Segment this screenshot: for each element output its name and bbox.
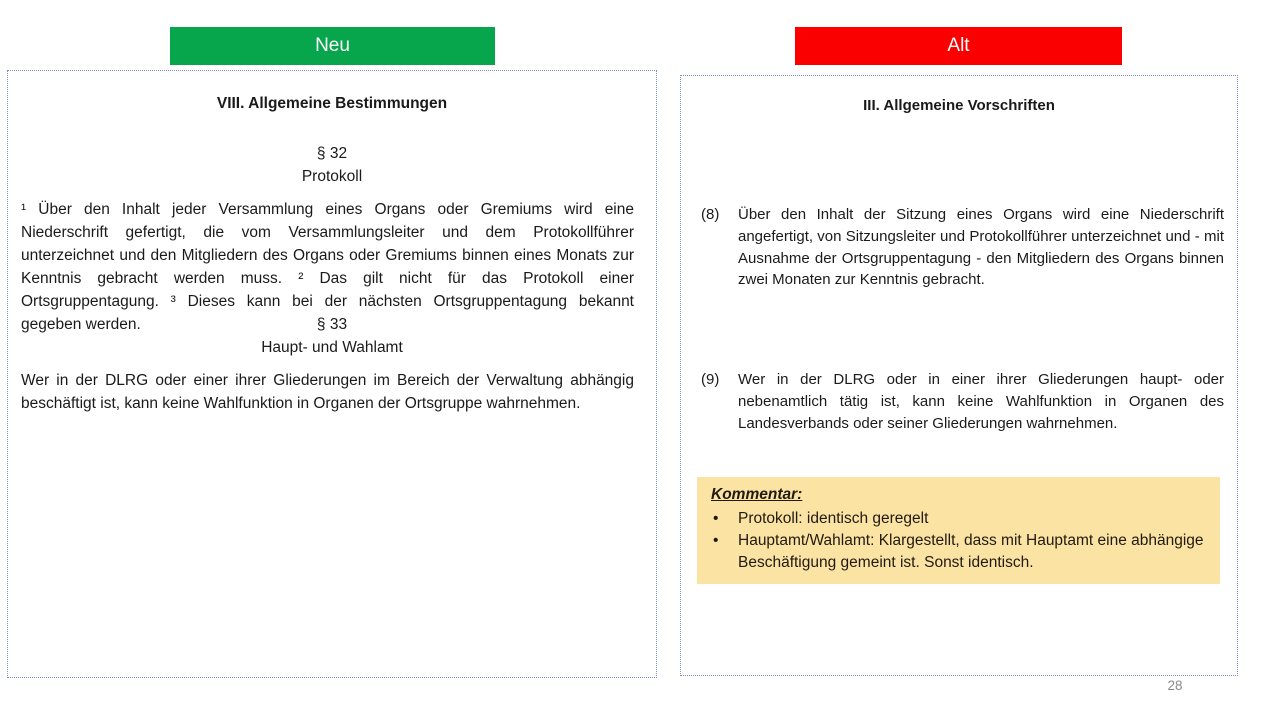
section-32-number: § 32 <box>316 145 348 162</box>
alt-item-9-text: Wer in der DLRG oder in einer ihrer Gliederungen haupt- oder nebenamtlich tätig ist, kann keine Wahlfunktion in Organen des Landesverbands oder seiner Gliederungen wahrnehmen. <box>738 371 1224 432</box>
alt-document-box <box>680 75 1238 676</box>
neu-doc-title: VIII. Allgemeine Bestimmungen <box>216 95 448 112</box>
kommentar-box <box>697 477 1220 584</box>
alt-header-bar <box>795 27 1122 65</box>
section-heading-33 <box>8 313 656 359</box>
section-33-number: § 33 <box>316 316 348 333</box>
kommentar-heading: Kommentar: <box>711 486 803 503</box>
kommentar-bullet: • Protokoll: identisch geregelt <box>711 508 1206 530</box>
alt-item-8-text: Über den Inhalt der Sitzung eines Organs wird eine Niederschrift angefertigt, von Sitzungsleiter und Protokollführer unterzeichnet und - mit Ausnahme der Ortsgruppentagung - den Mitgliedern des Organs binnen zwei Monaten zur Kenntnis gebracht. <box>738 206 1224 289</box>
neu-header-bar <box>170 27 495 65</box>
alt-item-9-number: (9) <box>701 371 720 388</box>
section-32-body: ¹ Über den Inhalt jeder Versammlung eines Organs oder Gremiums wird eine Niederschrift gefertigt, die vom Versammlungsleiter und dem Protokollführer unterzeichnet und den Mitgliedern des Organs oder Gremiums binnen eines Monats zur Kenntnis gebracht werden muss. ² Das gilt nicht für das Protokoll einer Ortsgruppentagung. ³ Dieses kann bei der nächsten Ortsgruppentagung bekannt gegeben werden. <box>21 201 634 333</box>
section-33-body: Wer in der DLRG oder einer ihrer Gliederungen im Bereich der Verwaltung abhängig beschäftigt ist, kann keine Wahlfunktion in Organen der Ortsgruppe wahrnehmen. <box>21 372 634 412</box>
alt-doc-title: III. Allgemeine Vorschriften <box>863 97 1055 114</box>
section-32-name: Protokoll <box>301 168 363 185</box>
section-heading-32 <box>8 142 656 188</box>
alt-item-9 <box>701 369 1224 434</box>
neu-document-box <box>7 70 657 678</box>
neu-header-label: Neu <box>315 35 350 56</box>
alt-item-8 <box>701 204 1224 291</box>
kommentar-bullet-list <box>711 508 1206 574</box>
page-number: 28 <box>1167 678 1183 693</box>
alt-header-label: Alt <box>947 35 970 56</box>
section-33-name: Haupt- und Wahlamt <box>261 339 403 356</box>
alt-item-8-number: (8) <box>701 206 720 223</box>
kommentar-bullet: • Hauptamt/Wahlamt: Klargestellt, dass mit Hauptamt eine abhängige Beschäftigung gemeint ist. Sonst identisch. <box>711 530 1206 574</box>
